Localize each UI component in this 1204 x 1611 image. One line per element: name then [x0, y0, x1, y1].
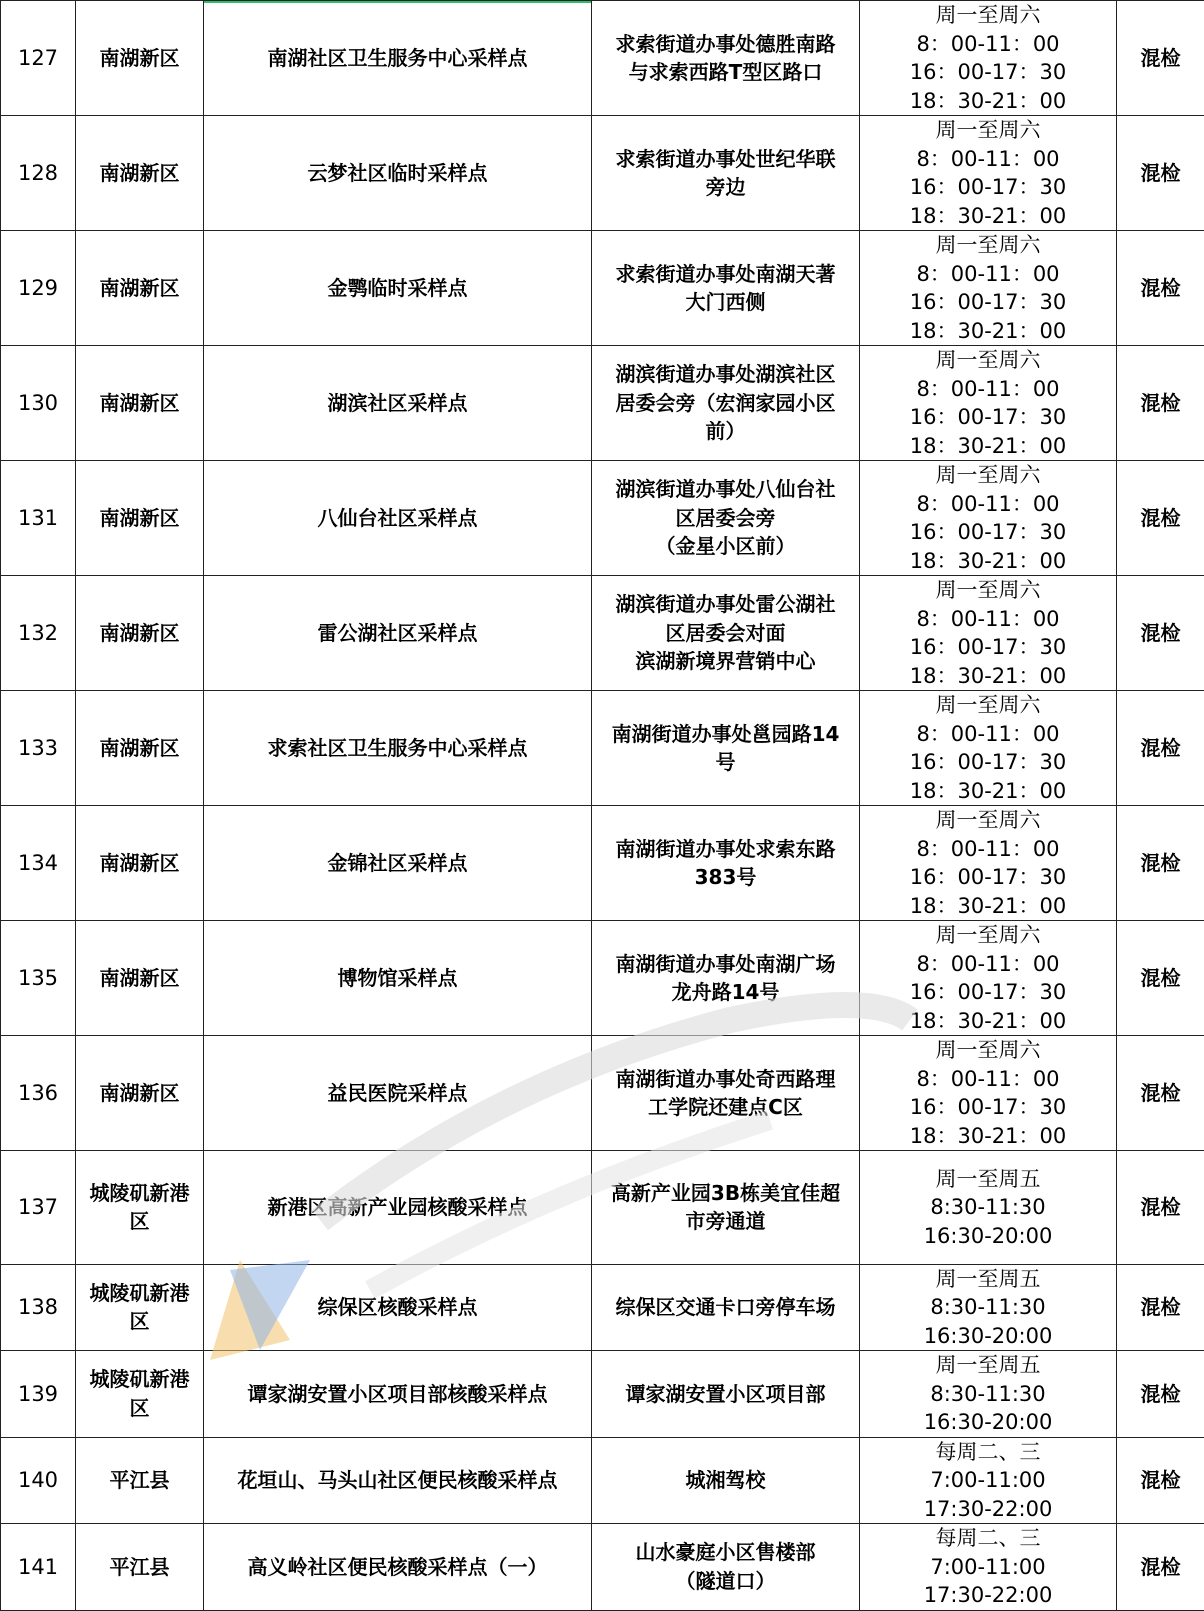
hours-cell: 周一至周五 8:30-11:30 16:30-20:00 [860, 1351, 1117, 1438]
hours-cell: 周一至周六 8：00-11：00 16：00-17：30 18：30-21：00 [860, 576, 1117, 691]
site-name-cell: 益民医院采样点 [204, 1036, 592, 1151]
table-row [1, 1437, 1204, 1524]
table-row [1, 231, 1204, 346]
hours-cell: 周一至周五 8:30-11:30 16:30-20:00 [860, 1264, 1117, 1351]
table-row [1, 1524, 1204, 1611]
test-type-cell: 混检 [1117, 1151, 1204, 1265]
site-name-cell: 博物馆采样点 [204, 921, 592, 1036]
district-cell: 南湖新区 [76, 1036, 204, 1151]
test-type-cell: 混检 [1117, 116, 1204, 231]
row-number: 140 [1, 1437, 76, 1524]
hours-cell: 周一至周六 8：00-11：00 16：00-17：30 18：30-21：00 [860, 806, 1117, 921]
site-name-cell: 湖滨社区采样点 [204, 346, 592, 461]
hours-cell: 周一至周六 8：00-11：00 16：00-17：30 18：30-21：00 [860, 921, 1117, 1036]
district-cell: 南湖新区 [76, 231, 204, 346]
address-cell: 湖滨街道办事处雷公湖社 区居委会对面 滨湖新境界营销中心 [592, 576, 860, 691]
address-cell: 求索街道办事处德胜南路 与求索西路T型区路口 [592, 1, 860, 116]
table-row [1, 346, 1204, 461]
test-type-cell: 混检 [1117, 1351, 1204, 1438]
address-cell: 求索街道办事处世纪华联 旁边 [592, 116, 860, 231]
test-type-cell: 混检 [1117, 346, 1204, 461]
address-cell: 求索街道办事处南湖天著 大门西侧 [592, 231, 860, 346]
site-name-cell: 雷公湖社区采样点 [204, 576, 592, 691]
district-cell: 南湖新区 [76, 1, 204, 116]
hours-cell: 周一至周五 8:30-11:30 16:30-20:00 [860, 1151, 1117, 1265]
row-number: 136 [1, 1036, 76, 1151]
hours-cell: 周一至周六 8：00-11：00 16：00-17：30 18：30-21：00 [860, 346, 1117, 461]
address-cell: 城湘驾校 [592, 1437, 860, 1524]
row-number: 127 [1, 1, 76, 116]
row-number: 134 [1, 806, 76, 921]
district-cell: 城陵矶新港区 [76, 1151, 204, 1265]
row-number: 128 [1, 116, 76, 231]
address-cell: 南湖街道办事处南湖广场 龙舟路14号 [592, 921, 860, 1036]
site-name-cell: 南湖社区卫生服务中心采样点 [204, 1, 592, 116]
address-cell: 综保区交通卡口旁停车场 [592, 1264, 860, 1351]
table-row [1, 576, 1204, 691]
table-row [1, 691, 1204, 806]
site-name-cell: 综保区核酸采样点 [204, 1264, 592, 1351]
site-name-cell: 金锦社区采样点 [204, 806, 592, 921]
address-cell: 山水豪庭小区售楼部 （隧道口） [592, 1524, 860, 1611]
district-cell: 南湖新区 [76, 116, 204, 231]
table-row [1, 921, 1204, 1036]
test-type-cell: 混检 [1117, 1264, 1204, 1351]
hours-cell: 周一至周六 8：00-11：00 16：00-17：30 18：30-21：00 [860, 1, 1117, 116]
test-type-cell: 混检 [1117, 231, 1204, 346]
address-cell: 谭家湖安置小区项目部 [592, 1351, 860, 1438]
site-name-cell: 金鹗临时采样点 [204, 231, 592, 346]
district-cell: 南湖新区 [76, 346, 204, 461]
test-type-cell: 混检 [1117, 806, 1204, 921]
test-type-cell: 混检 [1117, 576, 1204, 691]
site-name-cell: 八仙台社区采样点 [204, 461, 592, 576]
address-cell: 湖滨街道办事处八仙台社 区居委会旁 （金星小区前） [592, 461, 860, 576]
hours-cell: 周一至周六 8：00-11：00 16：00-17：30 18：30-21：00 [860, 461, 1117, 576]
table-row [1, 1036, 1204, 1151]
site-name-cell: 云梦社区临时采样点 [204, 116, 592, 231]
district-cell: 南湖新区 [76, 461, 204, 576]
row-number: 139 [1, 1351, 76, 1438]
address-cell: 高新产业园3B栋美宜佳超 市旁通道 [592, 1151, 860, 1265]
site-name-cell: 求索社区卫生服务中心采样点 [204, 691, 592, 806]
table-row [1, 806, 1204, 921]
table-row [1, 1, 1204, 116]
address-cell: 湖滨街道办事处湖滨社区 居委会旁（宏润家园小区 前） [592, 346, 860, 461]
hours-cell: 周一至周六 8：00-11：00 16：00-17：30 18：30-21：00 [860, 231, 1117, 346]
site-name-cell: 高义岭社区便民核酸采样点（一） [204, 1524, 592, 1611]
hours-cell: 周一至周六 8：00-11：00 16：00-17：30 18：30-21：00 [860, 1036, 1117, 1151]
row-number: 131 [1, 461, 76, 576]
row-number: 130 [1, 346, 76, 461]
hours-cell: 周一至周六 8：00-11：00 16：00-17：30 18：30-21：00 [860, 691, 1117, 806]
address-cell: 南湖街道办事处邕园路14 号 [592, 691, 860, 806]
site-name-cell: 花垣山、马头山社区便民核酸采样点 [204, 1437, 592, 1524]
test-type-cell: 混检 [1117, 1524, 1204, 1611]
test-type-cell: 混检 [1117, 461, 1204, 576]
district-cell: 城陵矶新港区 [76, 1264, 204, 1351]
table-row [1, 1351, 1204, 1438]
table-row [1, 1151, 1204, 1265]
hours-cell: 每周二、三 7:00-11:00 17:30-22:00 [860, 1524, 1117, 1611]
row-number: 133 [1, 691, 76, 806]
address-cell: 南湖街道办事处求索东路 383号 [592, 806, 860, 921]
hours-cell: 周一至周六 8：00-11：00 16：00-17：30 18：30-21：00 [860, 116, 1117, 231]
row-number: 138 [1, 1264, 76, 1351]
site-name-cell: 新港区高新产业园核酸采样点 [204, 1151, 592, 1265]
district-cell: 南湖新区 [76, 806, 204, 921]
row-number: 141 [1, 1524, 76, 1611]
table-row [1, 116, 1204, 231]
row-number: 132 [1, 576, 76, 691]
row-number: 129 [1, 231, 76, 346]
test-type-cell: 混检 [1117, 1, 1204, 116]
row-number: 137 [1, 1151, 76, 1265]
test-type-cell: 混检 [1117, 691, 1204, 806]
test-type-cell: 混检 [1117, 1437, 1204, 1524]
district-cell: 南湖新区 [76, 691, 204, 806]
district-cell: 南湖新区 [76, 576, 204, 691]
district-cell: 城陵矶新港区 [76, 1351, 204, 1438]
table-row [1, 461, 1204, 576]
test-type-cell: 混检 [1117, 1036, 1204, 1151]
district-cell: 平江县 [76, 1524, 204, 1611]
district-cell: 平江县 [76, 1437, 204, 1524]
district-cell: 南湖新区 [76, 921, 204, 1036]
row-number: 135 [1, 921, 76, 1036]
hours-cell: 每周二、三 7:00-11:00 17:30-22:00 [860, 1437, 1117, 1524]
table-row [1, 1264, 1204, 1351]
site-name-cell: 谭家湖安置小区项目部核酸采样点 [204, 1351, 592, 1438]
test-type-cell: 混检 [1117, 921, 1204, 1036]
address-cell: 南湖街道办事处奇西路理 工学院还建点C区 [592, 1036, 860, 1151]
